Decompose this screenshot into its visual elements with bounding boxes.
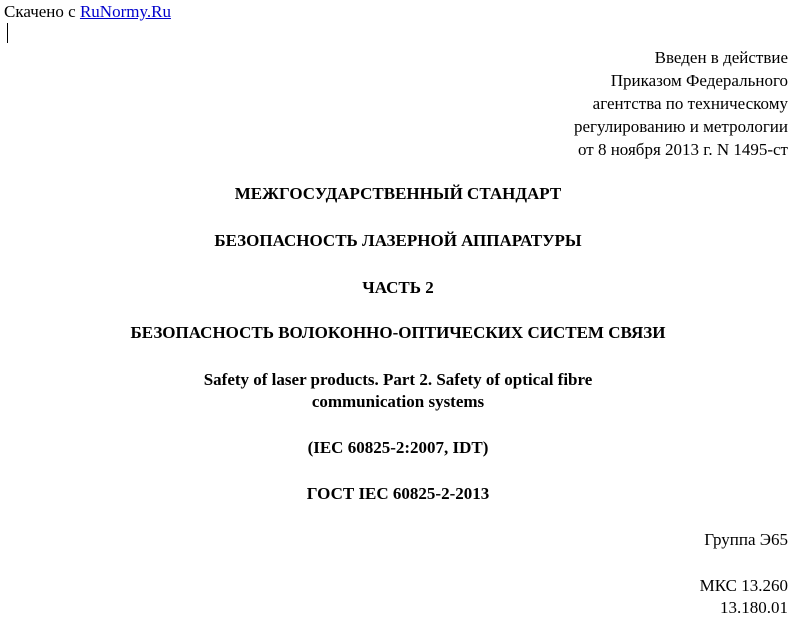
english-title-line-2: communication systems — [311, 392, 485, 411]
standard-part: ЧАСТЬ 2 — [362, 278, 434, 297]
standard-subtitle: БЕЗОПАСНОСТЬ ВОЛОКОННО-ОПТИЧЕСКИХ СИСТЕМ СВЯЗИ — [130, 323, 666, 342]
source-link[interactable]: RuNormy.Ru — [79, 2, 171, 21]
iec-reference: (IEC 60825-2:2007, IDT) — [307, 438, 489, 457]
decree-line: Приказом Федерального — [610, 71, 788, 90]
text-cursor — [7, 23, 8, 43]
decree-line: от 8 ноября 2013 г. N 1495-ст — [578, 140, 788, 159]
group-code: Группа Э65 — [704, 530, 788, 549]
decree-line: агентства по техническому — [592, 94, 788, 113]
english-title — [0, 369, 790, 413]
decree-line: Введен в действие — [654, 48, 788, 67]
mks-code — [700, 575, 788, 619]
source-prefix: Скачено с — [4, 2, 80, 21]
standard-type: МЕЖГОСУДАРСТВЕННЫЙ СТАНДАРТ — [234, 184, 562, 203]
english-title-line-1: Safety of laser products. Part 2. Safety of optical fibre — [203, 370, 593, 389]
mks-line-2: 13.180.01 — [720, 598, 788, 617]
standard-title: БЕЗОПАСНОСТЬ ЛАЗЕРНОЙ АППАРАТУРЫ — [214, 231, 582, 250]
source-line — [4, 1, 171, 22]
decree-line: регулированию и метрологии — [573, 117, 788, 136]
gost-designation: ГОСТ IEC 60825-2-2013 — [306, 484, 490, 503]
mks-line-1: МКС 13.260 — [699, 576, 788, 595]
decree-block — [574, 46, 788, 161]
